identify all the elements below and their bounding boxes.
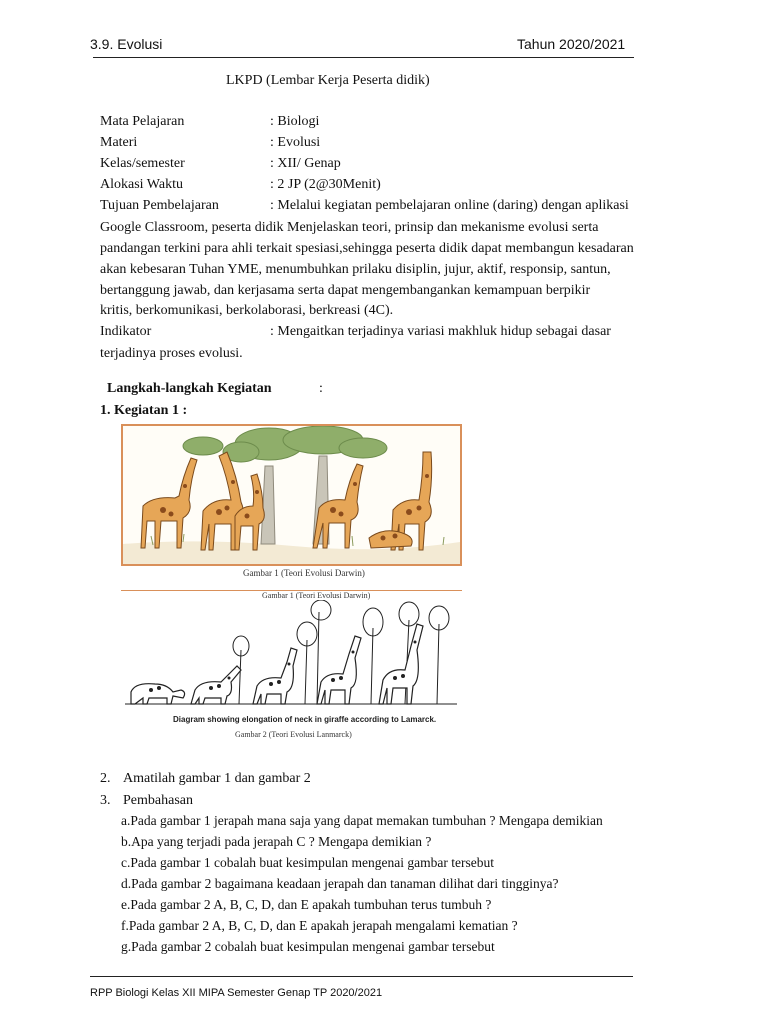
item-3-number: 3. [100,793,111,808]
gambar-1-caption-repeat: Gambar 1 (Teori Evolusi Darwin) [262,591,371,600]
document-title: LKPD (Lembar Kerja Peserta didik) [226,73,430,88]
tujuan-line: bertanggung jawab, dan kerjasama serta dapat mengembangankan kemampuan berpikir [100,283,591,298]
item-3-text: Pembahasan [123,793,193,808]
question-b: b.Apa yang terjadi pada jerapah C ? Mengapa demikian ? [121,834,432,849]
materi-label: Materi [100,135,138,150]
tujuan-line: akan kebesaran Tuhan YME, menumbuhkan prilaku disiplin, jujur, aktif, responsip, santun, [100,262,611,277]
kelas-value: : XII/ Genap [270,156,341,171]
item-2-number: 2. [100,771,111,786]
tujuan-value: : Melalui kegiatan pembelajaran online (daring) dengan aplikasi [270,198,629,213]
gambar-1-caption: Gambar 1 (Teori Evolusi Darwin) [243,568,365,578]
header-year: Tahun 2020/2021 [517,36,626,52]
giraffe-darwin-drawing [123,426,460,564]
mata-pelajaran-value: : Biologi [270,114,320,129]
question-d: d.Pada gambar 2 bagaimana keadaan jerapah dan tanaman dilihat dari tingginya? [121,876,559,891]
question-e: e.Pada gambar 2 A, B, C, D, dan E apakah tumbuhan terus tumbuh ? [121,897,492,912]
item-2-text: Amatilah gambar 1 dan gambar 2 [123,771,311,786]
lamarck-illustration [121,600,462,744]
tujuan-line: kritis, berkomunikasi, berkolaborasi, berkreasi (4C). [100,303,394,318]
alokasi-label: Alokasi Waktu [100,177,183,192]
footer-text: RPP Biologi Kelas XII MIPA Semester Genap TP 2020/2021 [90,987,383,999]
tujuan-label: Tujuan Pembelajaran [100,198,219,213]
tujuan-line: pandangan terkini para ahli terkait spesiasi,sehingga peserta didik dapat membangun kesadaran [100,241,634,256]
question-a: a.Pada gambar 1 jerapah mana saja yang dapat memakan tumbuhan ? Mengapa demikian [121,813,603,828]
footer-divider [90,976,633,977]
gambar-2-caption: Gambar 2 (Teori Evolusi Lanmarck) [235,730,352,739]
darwin-illustration [121,424,462,566]
indikator-label: Indikator [100,324,152,339]
langkah-colon: : [319,381,323,396]
materi-value: : Evolusi [270,135,321,150]
giraffe-lamarck-drawing [121,600,462,712]
kelas-label: Kelas/semester [100,156,185,171]
alokasi-value: : 2 JP (2@30Menit) [270,177,381,192]
lamarck-diagram-text: Diagram showing elongation of neck in giraffe according to Lamarck. [173,715,437,724]
header-divider [93,57,634,58]
kegiatan-1-heading: 1. Kegiatan 1 : [100,403,188,418]
langkah-title: Langkah-langkah Kegiatan [107,381,272,396]
question-c: c.Pada gambar 1 cobalah buat kesimpulan mengenai gambar tersebut [121,855,494,870]
question-g: g.Pada gambar 2 cobalah buat kesimpulan mengenai gambar tersebut [121,939,495,954]
indikator-value: : Mengaitkan terjadinya variasi makhluk hidup sebagai dasar [270,324,611,339]
header-chapter: 3.9. Evolusi [90,36,163,52]
indikator-line: terjadinya proses evolusi. [100,346,243,361]
question-f: f.Pada gambar 2 A, B, C, D, dan E apakah jerapah mengalami kematian ? [121,918,518,933]
mata-pelajaran-label: Mata Pelajaran [100,114,185,129]
tujuan-line: Google Classroom, peserta didik Menjelaskan teori, prinsip dan mekanisme evolusi serta [100,220,599,235]
